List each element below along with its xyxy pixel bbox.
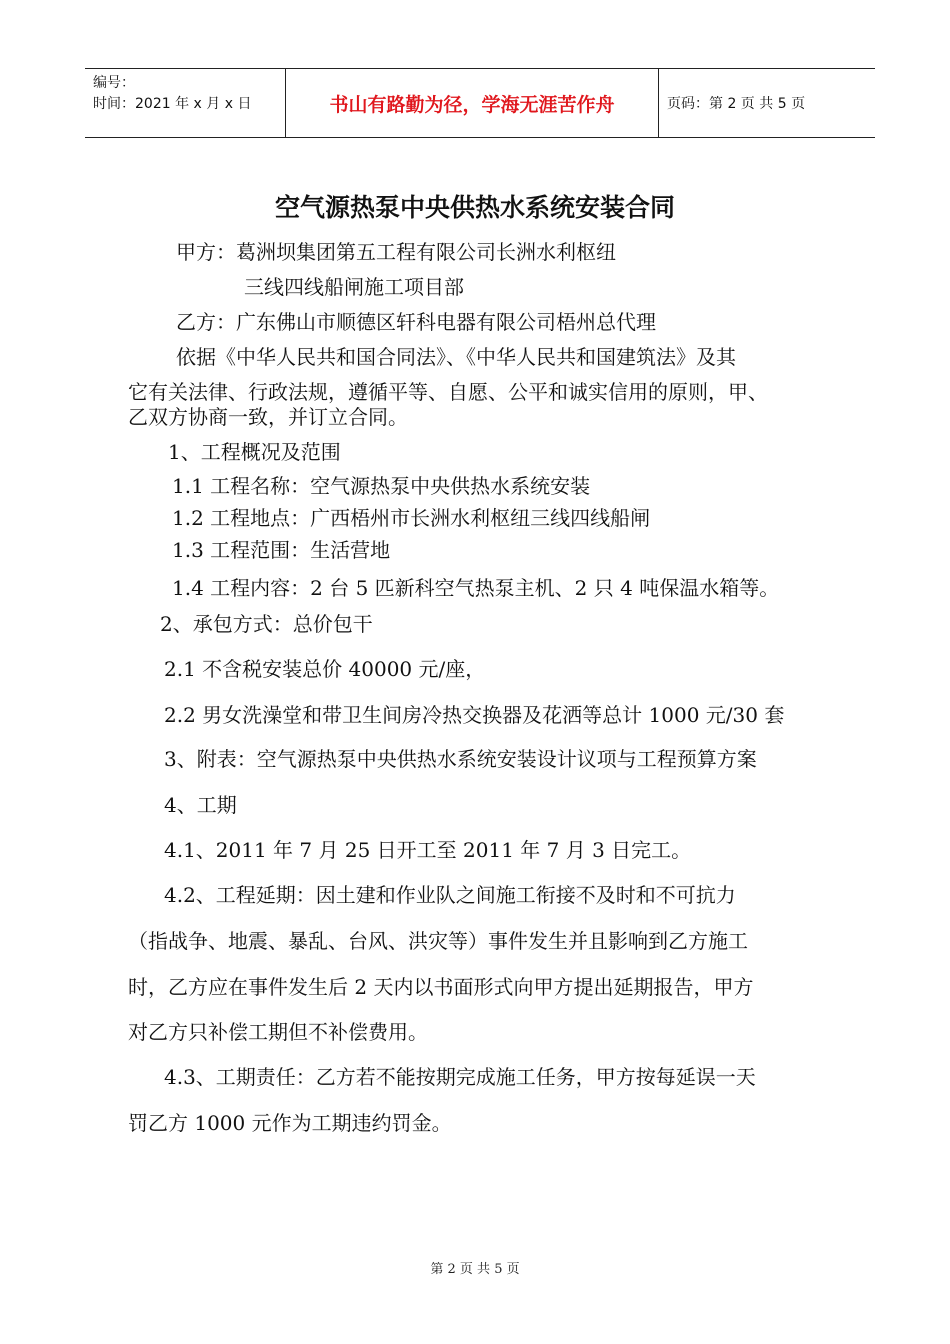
section-heading: 3、附表：空气源热泵中央供热水系统安装设计议项与工程预算方案 bbox=[164, 747, 757, 771]
page-footer: 第 2 页 共 5 页 bbox=[430, 1262, 520, 1277]
clause-line: 1.1 工程名称：空气源热泵中央供热水系统安装 bbox=[172, 474, 591, 498]
header-page-number: 页码：第 2 页 共 5 页 bbox=[667, 96, 806, 112]
clause-line: 对乙方只补偿工期但不补偿费用。 bbox=[128, 1020, 428, 1044]
preamble-line: 它有关法律、行政法规，遵循平等、自愿、公平和诚实信用的原则，甲、 bbox=[128, 380, 768, 404]
section-heading: 2、承包方式：总价包干 bbox=[160, 612, 373, 636]
clause-line: 2.1 不含税安装总价 40000 元/座， bbox=[164, 657, 486, 681]
clause-line: 2.2 男女洗澡堂和带卫生间房冷热交换器及花洒等总计 1000 元/30 套 bbox=[164, 703, 785, 727]
section-heading: 4、工期 bbox=[164, 793, 237, 817]
clause-line: 1.4 工程内容：2 台 5 匹新科空气热泵主机、2 只 4 吨保温水箱等。 bbox=[172, 576, 780, 600]
clause-line: 时，乙方应在事件发生后 2 天内以书面形式向甲方提出延期报告，甲方 bbox=[128, 975, 754, 999]
clause-line: 4.2、工程延期：因土建和作业队之间施工衔接不及时和不可抗力 bbox=[164, 883, 736, 907]
section-heading: 1、工程概况及范围 bbox=[168, 440, 341, 464]
party-a-line: 甲方：葛洲坝集团第五工程有限公司长洲水利枢纽 bbox=[176, 240, 616, 264]
document-title: 空气源热泵中央供热水系统安装合同 bbox=[274, 193, 675, 222]
preamble-line: 乙双方协商一致，并订立合同。 bbox=[128, 405, 408, 429]
preamble-line: 依据《中华人民共和国合同法》、《中华人民共和国建筑法》及其 bbox=[176, 345, 736, 369]
party-a-line-cont: 三线四线船闸施工项目部 bbox=[244, 275, 464, 299]
clause-line: （指战争、地震、暴乱、台风、洪灾等）事件发生并且影响到乙方施工 bbox=[128, 929, 748, 953]
header-time: 时间：2021 年 x 月 x 日 bbox=[93, 96, 252, 112]
clause-line: 1.2 工程地点：广西梧州市长洲水利枢纽三线四线船闸 bbox=[172, 506, 651, 530]
party-b-line: 乙方：广东佛山市顺德区轩科电器有限公司梧州总代理 bbox=[176, 310, 656, 334]
page-header bbox=[85, 68, 875, 138]
header-meta bbox=[85, 69, 285, 137]
clause-line: 4.3、工期责任：乙方若不能按期完成施工任务，甲方按每延误一天 bbox=[164, 1065, 756, 1089]
clause-line: 4.1、2011 年 7 月 25 日开工至 2011 年 7 月 3 日完工。 bbox=[164, 838, 692, 862]
clause-line: 罚乙方 1000 元作为工期违约罚金。 bbox=[128, 1111, 452, 1135]
clause-line: 1.3 工程范围：生活营地 bbox=[172, 538, 391, 562]
header-motto: 书山有路勤为径，学海无涯苦作舟 bbox=[285, 69, 659, 137]
header-number: 编号： bbox=[93, 75, 135, 91]
